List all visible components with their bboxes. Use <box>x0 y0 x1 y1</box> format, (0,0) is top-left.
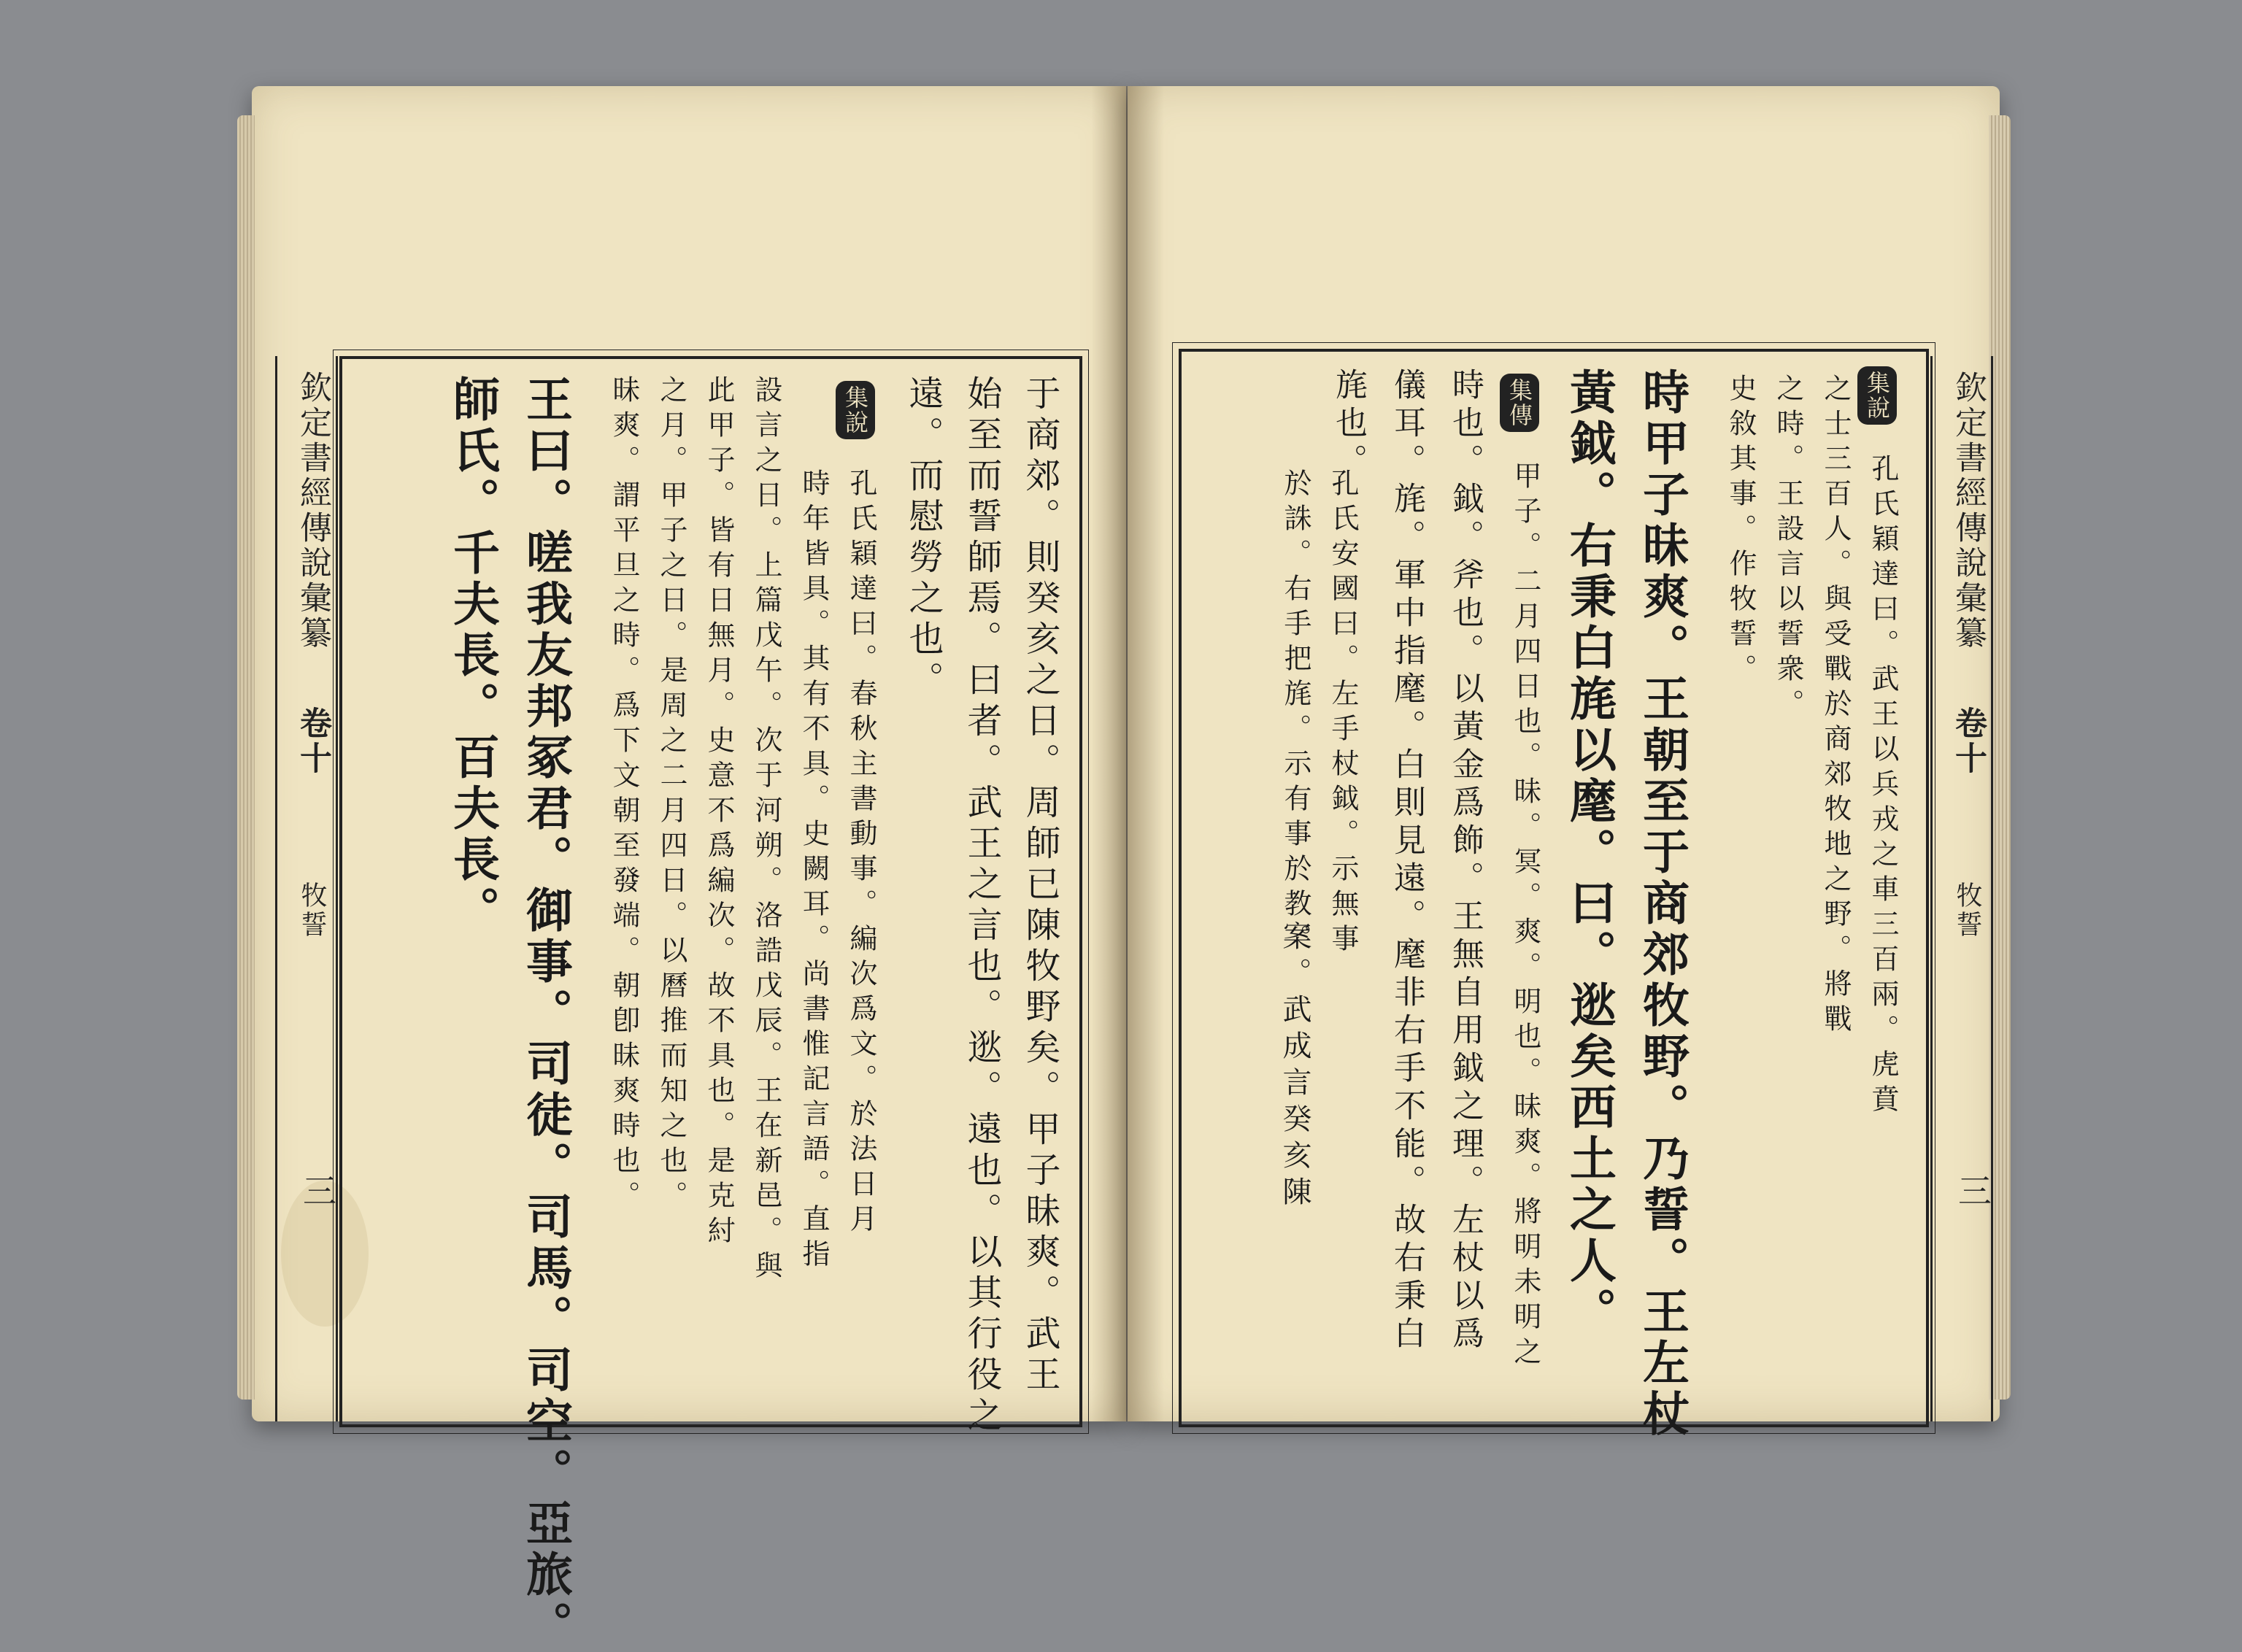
right-jishuo-badge: 集說 <box>1857 366 1897 425</box>
left-commentary-col-4: 此甲子。皆有日無月。史意不爲編次。故不具也。是克紂 <box>703 375 735 1251</box>
left-page-number: 三 <box>298 1173 337 1207</box>
right-zhuan-col-5: 孔氏安國曰。左手杖鉞。示無事 <box>1327 468 1359 959</box>
left-commentary-col-5: 之月。甲子之日。是周之二月四日。以曆推而知之也。 <box>655 375 687 1216</box>
left-margin-column <box>275 356 338 1421</box>
left-commentary-col-2: 時年皆具。其有不具。史闕耳。尚書惟記言語。直指 <box>798 468 830 1274</box>
right-zhuan-col-1: 甲子。二月四日也。昧。冥。爽。明也。昧爽。將明未明之 <box>1509 461 1541 1372</box>
left-commentary-col-1: 孔氏穎達曰。春秋主書動事。編次爲文。於法日月 <box>845 468 877 1239</box>
right-chapter-label: 牧誓 <box>1952 881 1982 940</box>
left-volume-label: 卷十 <box>294 706 331 776</box>
right-zhuan-col-2: 時也。鉞。斧也。以黃金爲飾。王無自用鉞之理。左杖以爲 <box>1446 368 1484 1354</box>
right-zhuan-col-6: 於誅。右手把旄。示有事於教。 <box>1279 468 1311 959</box>
right-zhuan-col-3: 儀耳。旄。軍中指麾。白則見遠。麾非右手不能。故右秉白 <box>1388 368 1425 1354</box>
left-commentary-col-6: 昧爽。謂平旦之時。爲下文朝至發端。朝卽昧爽時也。 <box>608 375 640 1216</box>
left-margin-title: 欽定書經傳說彙纂 <box>294 371 331 651</box>
right-page <box>1128 86 2000 1440</box>
right-zhuan-col-7: 案。武成言癸亥陳 <box>1278 921 1311 1213</box>
right-page-number: 三 <box>1953 1173 1992 1207</box>
right-margin-title: 欽定書經傳說彙纂 <box>1949 371 1987 651</box>
right-shuo-col-1: 孔氏穎達曰。武王以兵戎之車三百兩。虎賁 <box>1867 454 1899 1119</box>
right-zhuan-col-4: 旄也。 <box>1330 368 1367 482</box>
left-main-col-2: 始至而誓師焉。曰者。武王之言也。逖。遠也。以其行役之 <box>961 375 1002 1437</box>
right-jizhuan-badge: 集傳 <box>1500 374 1539 432</box>
left-page <box>252 86 1126 1652</box>
left-text-frame <box>339 356 1082 1652</box>
left-text-col-1: 王曰。嗟我友邦冢君。御事。司徒。司馬。司空。亞旅。 <box>518 375 573 1652</box>
right-shuo-col-4: 史敘其事。作牧誓。 <box>1725 374 1757 689</box>
right-text-col-2: 黃鉞。右秉白旄以麾。曰。逖矣西土之人。 <box>1562 368 1617 1338</box>
right-text-frame <box>1179 349 1929 1440</box>
open-book <box>252 86 2000 1652</box>
left-jishuo-badge: 集說 <box>836 381 875 439</box>
right-volume-label: 卷十 <box>1949 706 1987 776</box>
left-commentary-col-3: 設言之日。上篇戊午。次于河朔。洛誥戊辰。王在新邑。與 <box>750 375 782 1286</box>
right-shuo-col-3: 之時。王設言以誓衆。 <box>1772 374 1804 724</box>
right-text-col-1: 時甲子昧爽。王朝至于商郊牧野。乃誓。王左杖 <box>1635 368 1690 1440</box>
left-main-col-1: 于商郊。則癸亥之日。周師已陳牧野矣。甲子昧爽。武王 <box>1020 375 1060 1397</box>
right-shuo-col-2: 之士三百人。與受戰於商郊牧地之野。將戰 <box>1819 374 1852 1039</box>
left-text-col-2: 師氏。千夫長。百夫長。 <box>445 375 500 937</box>
left-chapter-label: 牧誓 <box>297 881 327 940</box>
left-page-edge <box>237 115 255 1400</box>
left-main-col-3: 遠。而慰勞之也。 <box>903 375 944 702</box>
right-margin-column <box>1930 356 1993 1421</box>
